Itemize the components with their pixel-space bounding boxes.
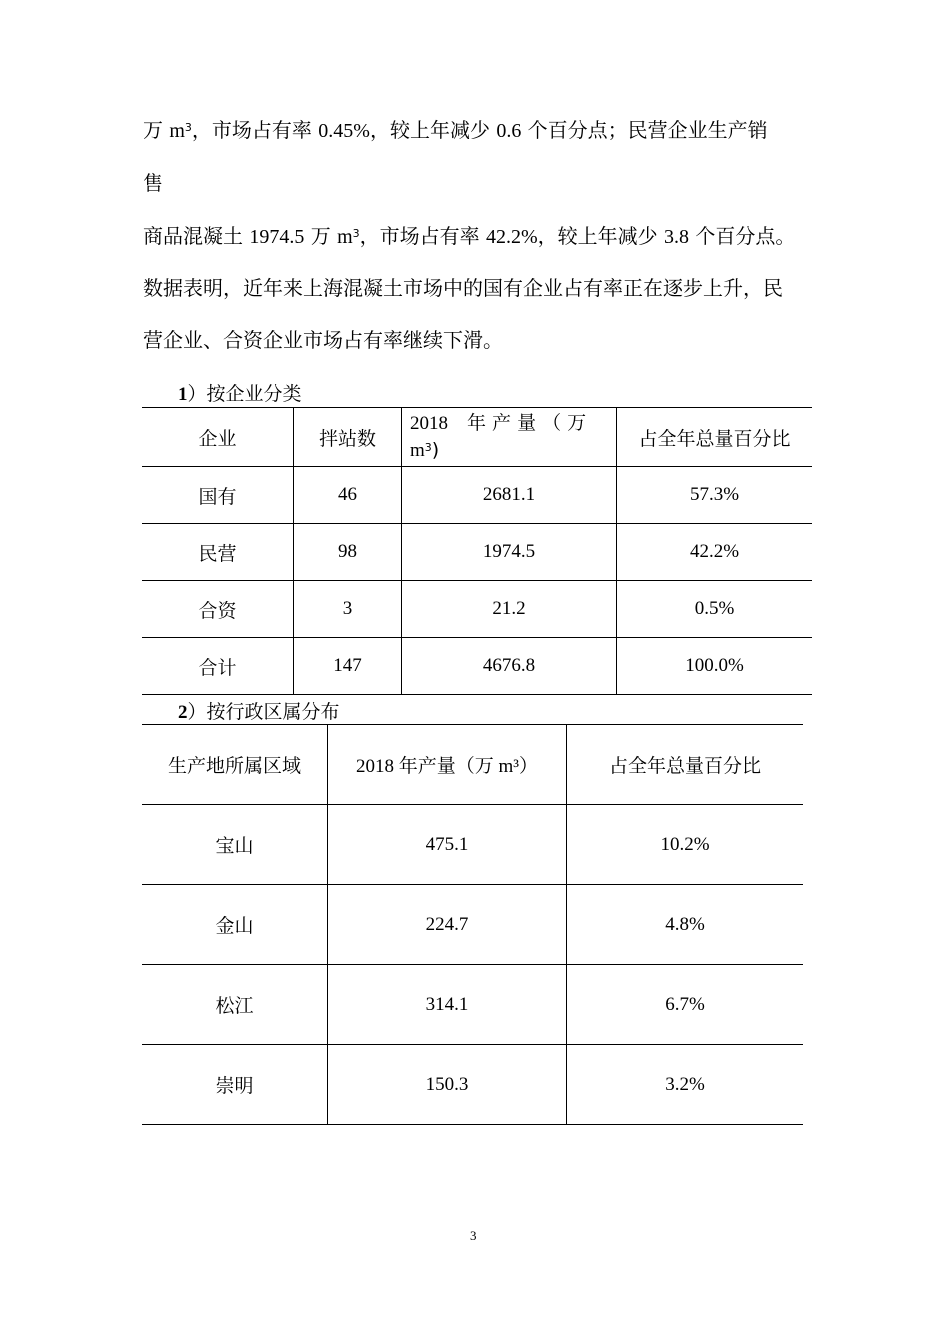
- table-by-enterprise: [142, 407, 812, 695]
- cell: 6.7%: [567, 965, 804, 1045]
- text: 个百分点；民营企业生产销: [521, 118, 768, 142]
- cell: 3: [294, 581, 402, 638]
- text: 2018: [410, 413, 448, 434]
- cell: 4676.8: [402, 638, 617, 695]
- text: m: [169, 120, 185, 142]
- table-row: [142, 467, 812, 524]
- cell: 崇明: [142, 1045, 328, 1125]
- table-row: [142, 965, 803, 1045]
- header-cell: 占全年总量百分比: [567, 725, 804, 805]
- cell: 合资: [142, 581, 294, 638]
- cell: 57.3%: [617, 467, 813, 524]
- table-header-row: [142, 725, 803, 805]
- cell: 42.2%: [617, 524, 813, 581]
- cell: 1974.5: [402, 524, 617, 581]
- text: 万: [304, 224, 338, 248]
- table-row: [142, 581, 812, 638]
- cell: 松江: [142, 965, 328, 1045]
- text: ）按企业分类: [187, 383, 302, 405]
- table-header-row: [142, 408, 812, 467]
- paragraph-line-1: [143, 118, 768, 143]
- cell: 21.2: [402, 581, 617, 638]
- paragraph-line-3: [143, 224, 795, 249]
- paragraph-line-4: 数据表明，近年来上海混凝土市场中的国有企业占有率正在逐步上升，民: [143, 276, 783, 300]
- cell: 314.1: [328, 965, 567, 1045]
- header-cell: 占全年总量百分比: [617, 408, 813, 467]
- text: 年 产 量 （ 万: [448, 412, 587, 434]
- cell: 2681.1: [402, 467, 617, 524]
- table-by-district: [142, 724, 803, 1125]
- cell: 98: [294, 524, 402, 581]
- cell: 224.7: [328, 885, 567, 965]
- table1-caption: [178, 379, 302, 406]
- text: 42.2%: [486, 226, 538, 248]
- cell: 国有: [142, 467, 294, 524]
- text: 3: [352, 227, 360, 240]
- cell: 147: [294, 638, 402, 695]
- text: 3.8: [664, 226, 690, 248]
- text: 1974.5: [249, 226, 305, 248]
- text: m: [410, 440, 425, 461]
- table-row: [142, 524, 812, 581]
- table-row: [142, 1045, 803, 1125]
- text: 万: [143, 118, 170, 142]
- cell: 4.8%: [567, 885, 804, 965]
- cell: 民营: [142, 524, 294, 581]
- cell: 合计: [142, 638, 294, 695]
- paragraph-line-2: 售: [143, 171, 163, 195]
- text: ）按行政区属分布: [187, 701, 340, 723]
- cell: 150.3: [328, 1045, 567, 1125]
- header-cell: 生产地所属区域: [142, 725, 328, 805]
- table-row: [142, 885, 803, 965]
- text: ，市场占有率: [359, 224, 486, 248]
- text: 0.6: [496, 120, 522, 142]
- header-cell: 2018 年产量（万 m³）: [328, 725, 567, 805]
- cell: 0.5%: [617, 581, 813, 638]
- table-row: [142, 638, 812, 695]
- cell: 3.2%: [567, 1045, 804, 1125]
- text: ): [431, 439, 440, 461]
- paragraph-line-5: 营企业、合资企业市场占有率继续下滑。: [143, 328, 503, 352]
- table2-caption: [178, 697, 340, 724]
- text: ，较上年减少: [537, 224, 665, 248]
- text: 2: [178, 702, 188, 723]
- cell: 宝山: [142, 805, 328, 885]
- text: ，市场占有率: [191, 118, 319, 142]
- cell: 46: [294, 467, 402, 524]
- page-number: 3: [470, 1228, 477, 1243]
- header-cell: 企业: [142, 408, 294, 467]
- text: 3: [424, 441, 432, 454]
- cell: 475.1: [328, 805, 567, 885]
- text: m: [337, 226, 353, 248]
- text: 0.45%: [318, 120, 370, 142]
- text: 3: [184, 121, 192, 134]
- text: 1: [178, 384, 188, 405]
- text: 商品混凝土: [143, 224, 250, 248]
- text: 个百分点。: [689, 224, 796, 248]
- cell: 10.2%: [567, 805, 804, 885]
- table-row: [142, 805, 803, 885]
- header-cell: [402, 408, 617, 467]
- header-cell: 拌站数: [294, 408, 402, 467]
- cell: 100.0%: [617, 638, 813, 695]
- text: ，较上年减少: [369, 118, 497, 142]
- cell: 金山: [142, 885, 328, 965]
